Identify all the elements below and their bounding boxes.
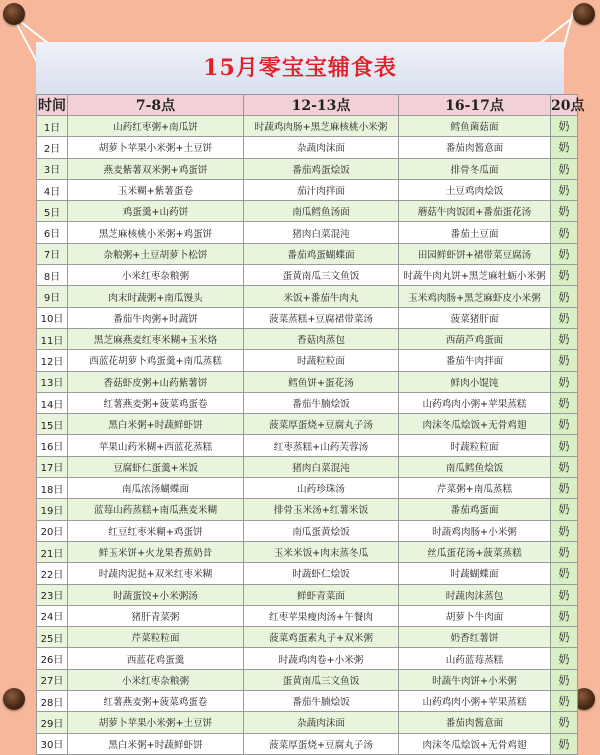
table-row [37,605,578,626]
milk-cell: 奶 [551,520,578,541]
table-row [37,414,578,435]
day-cell: 2日 [37,137,68,158]
milk-cell: 奶 [551,307,578,328]
breakfast-cell: 鲜玉米饼+火龙果香蕉奶昔 [68,541,244,562]
afternoon-cell: 奶香红薯饼 [399,627,551,648]
breakfast-cell: 红薯燕麦粥+菠菜鸡蛋卷 [68,392,244,413]
pin-top-left [3,3,25,25]
table-row [37,435,578,456]
table-row [37,158,578,179]
day-cell: 6日 [37,222,68,243]
breakfast-cell: 红薯燕麦粥+菠菜鸡蛋卷 [68,691,244,712]
breakfast-cell: 芹菜粒粒面 [68,627,244,648]
day-cell: 15日 [37,414,68,435]
page-title [36,42,564,94]
milk-cell: 奶 [551,243,578,264]
breakfast-cell: 黑白米粥+时蔬鲜虾饼 [68,414,244,435]
afternoon-cell: 蘑菇牛肉饭团+番茄蛋花汤 [399,201,551,222]
table-row [37,137,578,158]
milk-cell: 奶 [551,371,578,392]
day-cell: 13日 [37,371,68,392]
afternoon-cell: 番茄肉酱意面 [399,137,551,158]
table-row [37,243,578,264]
day-cell: 27日 [37,669,68,690]
lunch-cell: 茄汁肉拌面 [244,179,399,200]
breakfast-cell: 番茄牛肉粥+时蔬饼 [68,307,244,328]
table-row [37,201,578,222]
lunch-cell: 蛋黄南瓜三文鱼饭 [244,265,399,286]
milk-cell: 奶 [551,328,578,349]
milk-cell: 奶 [551,563,578,584]
breakfast-cell: 小米红枣杂粮粥 [68,265,244,286]
lunch-cell: 番茄鸡蛋蝴蝶面 [244,243,399,264]
table-row [37,712,578,733]
table-row [37,179,578,200]
lunch-cell: 猪肉白菜混沌 [244,222,399,243]
day-cell: 17日 [37,456,68,477]
afternoon-cell: 时蔬蝴蝶面 [399,563,551,584]
breakfast-cell: 胡萝卜苹果小米粥+土豆饼 [68,137,244,158]
table-row [37,371,578,392]
breakfast-cell: 香菇虾皮粥+山药紫薯饼 [68,371,244,392]
milk-cell: 奶 [551,691,578,712]
table-row [37,116,578,137]
day-cell: 14日 [37,392,68,413]
afternoon-cell: 山药蓝莓蒸糕 [399,648,551,669]
afternoon-cell: 番茄土豆面 [399,222,551,243]
lunch-cell: 鳕鱼饼+蛋花汤 [244,371,399,392]
milk-cell: 奶 [551,605,578,626]
breakfast-cell: 猪肝青菜粥 [68,605,244,626]
milk-cell: 奶 [551,137,578,158]
milk-cell: 奶 [551,265,578,286]
afternoon-cell: 时蔬鸡肉肠+小米粥 [399,520,551,541]
day-cell: 5日 [37,201,68,222]
pin-top-right [573,3,595,25]
milk-cell: 奶 [551,179,578,200]
milk-cell: 奶 [551,286,578,307]
afternoon-cell: 肉沫冬瓜烩饭+无骨鸡翅 [399,414,551,435]
breakfast-cell: 胡萝卜苹果小米粥+土豆饼 [68,712,244,733]
lunch-cell: 时蔬鸡肉肠+黑芝麻核桃小米粥 [244,116,399,137]
lunch-cell: 菠菜蒸糕+豆腐裙带菜汤 [244,307,399,328]
day-cell: 22日 [37,563,68,584]
lunch-cell: 菠菜厚蛋烧+豆腐丸子汤 [244,414,399,435]
afternoon-cell: 土豆鸡肉烩饭 [399,179,551,200]
day-cell: 10日 [37,307,68,328]
breakfast-cell: 红豆红枣米糊+鸡蛋饼 [68,520,244,541]
table-row [37,563,578,584]
afternoon-cell: 肉沫冬瓜烩饭+无骨鸡翅 [399,733,551,754]
day-cell: 30日 [37,733,68,754]
afternoon-cell: 山药鸡肉小粥+苹果蒸糕 [399,691,551,712]
afternoon-cell: 菠菜猪肝面 [399,307,551,328]
day-cell: 25日 [37,627,68,648]
milk-cell: 奶 [551,478,578,499]
milk-cell: 奶 [551,733,578,754]
afternoon-cell: 番茄鸡蛋面 [399,499,551,520]
table-row [37,627,578,648]
day-cell: 11日 [37,328,68,349]
day-cell: 7日 [37,243,68,264]
pin-bottom-left [3,688,25,710]
day-cell: 20日 [37,520,68,541]
breakfast-cell: 南瓜浓汤蝴蝶面 [68,478,244,499]
afternoon-cell: 番茄肉酱意面 [399,712,551,733]
breakfast-cell: 豆腐虾仁蛋羹+米饭 [68,456,244,477]
header-lunch: 12-13点 [244,95,399,116]
lunch-cell: 杂蔬肉沫面 [244,137,399,158]
afternoon-cell: 玉米鸡肉肠+黑芝麻虾皮小米粥 [399,286,551,307]
lunch-cell: 南瓜鳕鱼汤面 [244,201,399,222]
table-row [37,541,578,562]
table-body [37,116,578,755]
lunch-cell: 时蔬粒粒面 [244,350,399,371]
lunch-cell: 米饭+番茄牛肉丸 [244,286,399,307]
milk-cell: 奶 [551,456,578,477]
milk-cell: 奶 [551,627,578,648]
lunch-cell: 番茄牛腩烩饭 [244,392,399,413]
breakfast-cell: 黑白米粥+时蔬鲜虾饼 [68,733,244,754]
header-row [37,95,578,116]
breakfast-cell: 西蓝花鸡蛋羹 [68,648,244,669]
milk-cell: 奶 [551,669,578,690]
breakfast-cell: 肉末时蔬粥+南瓜馒头 [68,286,244,307]
table-row [37,669,578,690]
milk-cell: 奶 [551,392,578,413]
title-highlight: 零 [258,55,282,81]
day-cell: 16日 [37,435,68,456]
afternoon-cell: 山药鸡肉小粥+苹果蒸糕 [399,392,551,413]
table-row [37,265,578,286]
lunch-cell: 山药珍珠汤 [244,478,399,499]
breakfast-cell: 燕麦紫薯双米粥+鸡蛋饼 [68,158,244,179]
milk-cell: 奶 [551,222,578,243]
lunch-cell: 蛋黄南瓜三文鱼饭 [244,669,399,690]
lunch-cell: 玉米米饭+肉末蒸冬瓜 [244,541,399,562]
table-row [37,520,578,541]
table-row [37,350,578,371]
milk-cell: 奶 [551,414,578,435]
header-afternoon: 16-17点 [399,95,551,116]
day-cell: 19日 [37,499,68,520]
breakfast-cell: 时蔬蛋饺+小米粥汤 [68,584,244,605]
day-cell: 1日 [37,116,68,137]
milk-cell: 奶 [551,350,578,371]
table-row [37,456,578,477]
header-breakfast: 7-8点 [68,95,244,116]
lunch-cell: 番茄牛腩烩饭 [244,691,399,712]
breakfast-cell: 山药红枣粥+南瓜饼 [68,116,244,137]
lunch-cell: 时蔬鸡肉卷+小米粥 [244,648,399,669]
afternoon-cell: 南瓜鳕鱼烩饭 [399,456,551,477]
lunch-cell: 鲜虾青菜面 [244,584,399,605]
breakfast-cell: 黑芝麻燕麦红枣米糊+玉米烙 [68,328,244,349]
milk-cell: 奶 [551,116,578,137]
table-row [37,478,578,499]
breakfast-cell: 蓝莓山药蒸糕+南瓜燕麦米糊 [68,499,244,520]
breakfast-cell: 西蓝花胡萝卜鸡蛋羹+南瓜蒸糕 [68,350,244,371]
day-cell: 29日 [37,712,68,733]
afternoon-cell: 时蔬肉沫蒸包 [399,584,551,605]
day-cell: 23日 [37,584,68,605]
breakfast-cell: 杂粮粥+土豆胡萝卜松饼 [68,243,244,264]
day-cell: 4日 [37,179,68,200]
table-row [37,584,578,605]
lunch-cell: 猪肉白菜混沌 [244,456,399,477]
afternoon-cell: 田园鲜虾饼+裙带菜豆腐汤 [399,243,551,264]
lunch-cell: 红枣苹果瘦肉汤+午餐肉 [244,605,399,626]
afternoon-cell: 鲜肉小馄饨 [399,371,551,392]
header-night: 20点 [551,95,578,116]
milk-cell: 奶 [551,712,578,733]
day-cell: 12日 [37,350,68,371]
lunch-cell: 番茄鸡蛋烩饭 [244,158,399,179]
afternoon-cell: 鳕鱼菌菇面 [399,116,551,137]
table-row [37,733,578,754]
lunch-cell: 红枣蒸糕+山药芙蓉汤 [244,435,399,456]
lunch-cell: 菠菜厚蛋烧+豆腐丸子汤 [244,733,399,754]
afternoon-cell: 时蔬粒粒面 [399,435,551,456]
breakfast-cell: 小米红枣杂粮粥 [68,669,244,690]
lunch-cell: 菠菜鸡蛋素丸子+双米粥 [244,627,399,648]
milk-cell: 奶 [551,499,578,520]
breakfast-cell: 鸡蛋羹+山药饼 [68,201,244,222]
milk-cell: 奶 [551,584,578,605]
milk-cell: 奶 [551,201,578,222]
table-row [37,648,578,669]
title-suffix: 宝宝辅食表 [281,55,397,81]
breakfast-cell: 玉米糊+紫薯蛋卷 [68,179,244,200]
day-cell: 24日 [37,605,68,626]
title-prefix: 15月 [203,55,259,81]
lunch-cell: 排骨玉米汤+红薯米饭 [244,499,399,520]
afternoon-cell: 芹菜粥+南瓜蒸糕 [399,478,551,499]
milk-cell: 奶 [551,435,578,456]
breakfast-cell: 时蔬肉泥挞+双米红枣米糊 [68,563,244,584]
table-row [37,328,578,349]
afternoon-cell: 排骨冬瓜面 [399,158,551,179]
table-row [37,691,578,712]
header-time: 时间 [37,95,68,116]
day-cell: 18日 [37,478,68,499]
day-cell: 8日 [37,265,68,286]
table-row [37,307,578,328]
meal-table [36,94,585,755]
lunch-cell: 南瓜蛋黄烩饭 [244,520,399,541]
table-row [37,392,578,413]
milk-cell: 奶 [551,541,578,562]
table-row [37,499,578,520]
day-cell: 26日 [37,648,68,669]
menu-sheet [36,42,585,752]
lunch-cell: 时蔬虾仁烩饭 [244,563,399,584]
lunch-cell: 香菇肉蒸包 [244,328,399,349]
afternoon-cell: 胡萝卜牛肉面 [399,605,551,626]
day-cell: 3日 [37,158,68,179]
day-cell: 9日 [37,286,68,307]
lunch-cell: 杂蔬肉沫面 [244,712,399,733]
afternoon-cell: 番茄牛肉拌面 [399,350,551,371]
afternoon-cell: 时蔬牛肉饼+小米粥 [399,669,551,690]
milk-cell: 奶 [551,648,578,669]
breakfast-cell: 苹果山药米糊+西蓝花蒸糕 [68,435,244,456]
table-row [37,286,578,307]
table-row [37,222,578,243]
day-cell: 21日 [37,541,68,562]
afternoon-cell: 丝瓜蛋花汤+菠菜蒸糕 [399,541,551,562]
day-cell: 28日 [37,691,68,712]
breakfast-cell: 黑芝麻核桃小米粥+鸡蛋饼 [68,222,244,243]
afternoon-cell: 时蔬牛肉丸饼+黑芝麻牡蛎小米粥 [399,265,551,286]
milk-cell: 奶 [551,158,578,179]
afternoon-cell: 西葫芦鸡蛋面 [399,328,551,349]
